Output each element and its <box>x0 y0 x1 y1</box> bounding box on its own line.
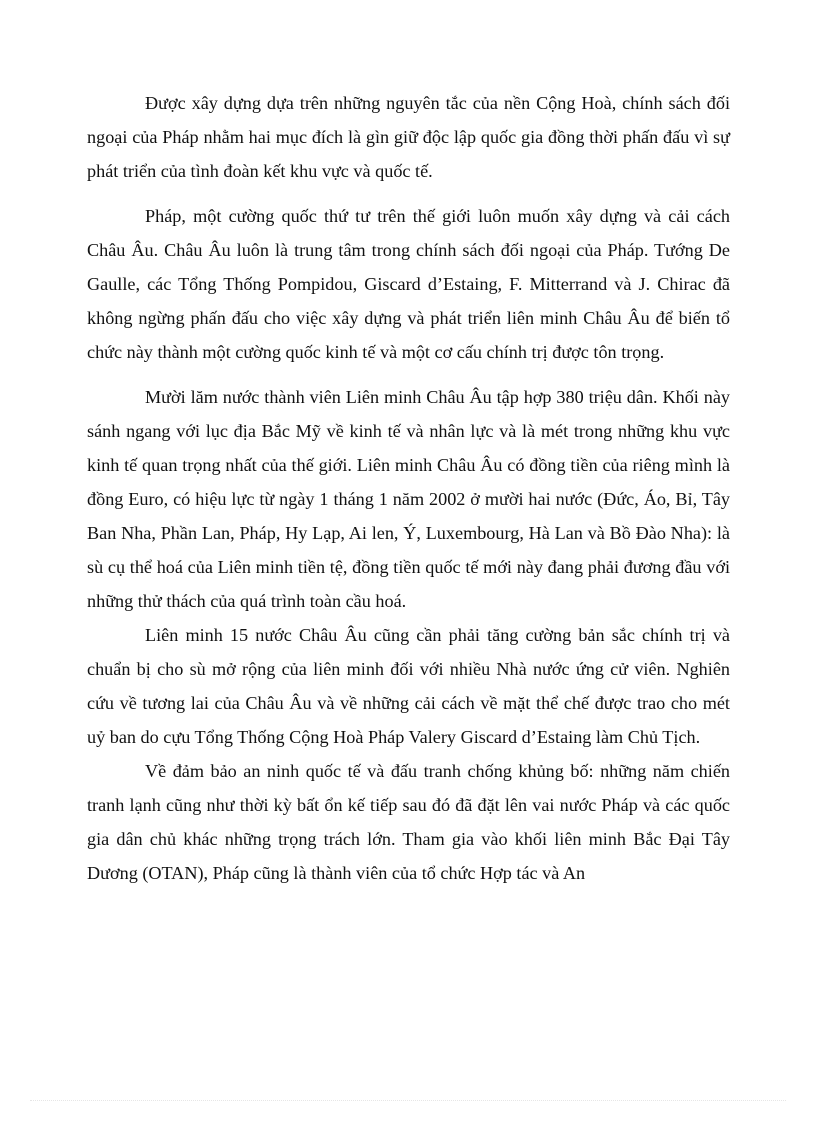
paragraph-3: Mười lăm nước thành viên Liên minh Châu Âu tập hợp 380 triệu dân. Khối này sánh ngang với lục địa Bắc Mỹ về kinh tế và nhân lực và là mét trong những khu vực kinh tế quan trọng nhất của thế giới. Liên minh Châu Âu có đồng tiền của riêng mình là đồng Euro, có hiệu lực từ ngày 1 tháng 1 năm 2002 ở mười hai nước (Đức, Áo, Bỉ, Tây Ban Nha, Phần Lan, Pháp, Hy Lạp, Ai len, Ý, Luxembourg, Hà Lan và Bồ Đào Nha): là sù cụ thể hoá của Liên minh tiền tệ, đồng tiền quốc tế mới này đang phải đương đầu với những thử thách của quá trình toàn cầu hoá. <box>87 387 730 611</box>
paragraph-1: Được xây dựng dựa trên những nguyên tắc của nền Cộng Hoà, chính sách đối ngoại của Pháp nhằm hai mục đích là gìn giữ độc lập quốc gia đồng thời phấn đấu vì sự phát triển của tình đoàn kết khu vực và quốc tế. <box>87 93 730 181</box>
paragraph-4: Liên minh 15 nước Châu Âu cũng cần phải tăng cường bản sắc chính trị và chuẩn bị cho sù mở rộng của liên minh đối với nhiều Nhà nước ứng cử viên. Nghiên cứu về tương lai của Châu Âu và về những cải cách về mặt thể chế được trao cho mét uỷ ban do cựu Tổng Thống Cộng Hoà Pháp Valery Giscard d’Estaing làm Chủ Tịch. <box>87 625 730 747</box>
document-body <box>87 86 730 890</box>
paragraph-2: Pháp, một cường quốc thứ tư trên thế giới luôn muốn xây dựng và cải cách Châu Âu. Châu Âu luôn là trung tâm trong chính sách đối ngoại của Pháp. Tướng De Gaulle, các Tổng Thống Pompidou, Giscard d’Estaing, F. Mitterrand và J. Chirac đã không ngừng phấn đấu cho việc xây dựng và phát triển liên minh Châu Âu để biến tổ chức này thành một cường quốc kinh tế và một cơ cấu chính trị được tôn trọng. <box>87 206 730 362</box>
page-bottom-divider <box>30 1100 786 1101</box>
paragraph-5: Về đảm bảo an ninh quốc tế và đấu tranh chống khủng bố: những năm chiến tranh lạnh cũng như thời kỳ bất ổn kế tiếp sau đó đã đặt lên vai nước Pháp và các quốc gia dân chủ khác những trọng trách lớn. Tham gia vào khối liên minh Bắc Đại Tây Dương (OTAN), Pháp cũng là thành viên của tổ chức Hợp tác và An <box>87 761 730 883</box>
